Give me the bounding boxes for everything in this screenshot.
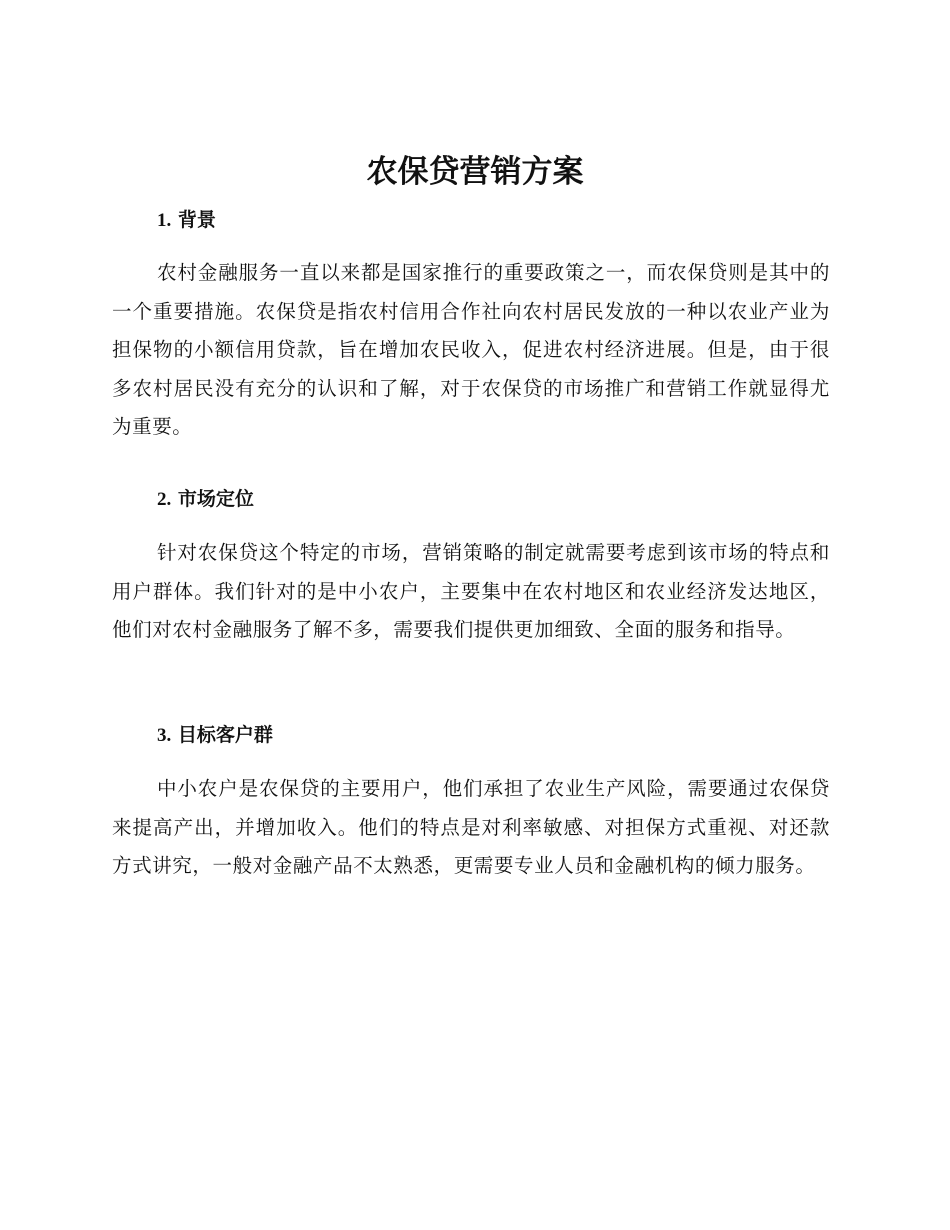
- section-heading-market-positioning: [157, 485, 857, 514]
- page-title: 农保贷营销方案: [366, 154, 584, 190]
- section-number: 2.: [157, 489, 172, 510]
- section-paragraph-target-customers: 中小农户是农保贷的主要用户，他们承担了农业生产风险，需要通过农保贷来提高产出，并增加收入。他们的特点是对利率敏感、对担保方式重视、对还款方式讲究，一般对金融产品不太熟悉，更需要专业人员和金融机构的倾力服务。: [112, 777, 830, 877]
- section-number: 3.: [157, 725, 172, 746]
- section-heading-background: [157, 206, 857, 235]
- section-title: 背景: [177, 209, 216, 231]
- section-title: 目标客户群: [177, 724, 273, 746]
- section-title: 市场定位: [177, 488, 254, 510]
- section-paragraph-market-positioning: 针对农保贷这个特定的市场，营销策略的制定就需要考虑到该市场的特点和用户群体。我们针对的是中小农户，主要集中在农村地区和农业经济发达地区，他们对农村金融服务了解不多，需要我们提供更加细致、全面的服务和指导。: [112, 541, 830, 641]
- section-heading-target-customers: [157, 721, 857, 750]
- section-number: 1.: [157, 210, 172, 231]
- section-paragraph-background: 农村金融服务一直以来都是国家推行的重要政策之一，而农保贷则是其中的一个重要措施。农保贷是指农村信用合作社向农村居民发放的一种以农业产业为担保物的小额信用贷款，旨在增加农民收入，促进农村经济进展。但是，由于很多农村居民没有充分的认识和了解，对于农保贷的市场推广和营销工作就显得尤为重要。: [112, 261, 830, 438]
